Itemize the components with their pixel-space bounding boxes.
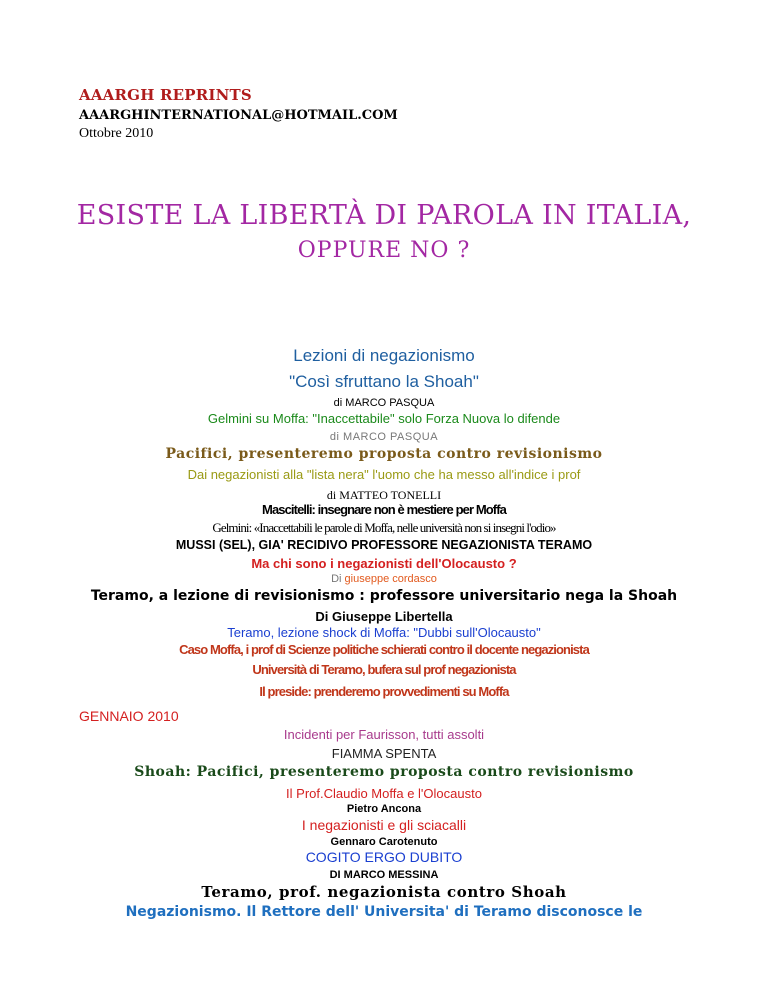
document-subtitle: OPPURE NO ? xyxy=(297,238,471,263)
author-byline: Gennaro Carotenuto xyxy=(330,836,438,848)
article-headline[interactable]: "Così sfruttano la Shoah" xyxy=(289,372,479,391)
document-title: ESISTE LA LIBERTÀ DI PAROLA IN ITALIA, xyxy=(76,200,692,231)
article-headline[interactable]: Teramo, a lezione di revisionismo : professore universitario nega la Shoah xyxy=(90,588,678,604)
article-headline[interactable]: Teramo, lezione shock di Moffa: "Dubbi sull'Olocausto" xyxy=(227,625,541,640)
author-byline: Pietro Ancona xyxy=(346,803,422,815)
byline-prefix: Di xyxy=(331,573,342,585)
article-headline[interactable]: Caso Moffa, i prof di Scienze politiche schierati contro il docente negazionista xyxy=(179,642,589,657)
contact-email[interactable]: AAARGHINTERNATIONAL@HOTMAIL.COM xyxy=(79,108,398,123)
article-headline[interactable]: Università di Teramo, bufera sul prof negazionista xyxy=(252,662,516,677)
article-headline[interactable]: Il preside: prenderemo provvedimenti su Moffa xyxy=(259,684,509,699)
article-headline[interactable]: Shoah: Pacifici, presenteremo proposta contro revisionismo xyxy=(134,764,634,780)
author-byline: di MARCO PASQUA xyxy=(329,431,439,443)
article-headline[interactable]: Il Prof.Claudio Moffa e l'Olocausto xyxy=(286,786,482,801)
article-headline[interactable]: Teramo, prof. negazionista contro Shoah xyxy=(201,883,567,901)
author-byline: di MARCO PASQUA xyxy=(333,397,435,409)
article-headline[interactable]: Gelmini: «Inaccettabili le parole di Moffa, nelle università non si insegni l'odio» xyxy=(212,520,556,535)
article-headline[interactable]: Mascitelli: insegnare non è mestiere per Moffa xyxy=(262,502,506,517)
article-headline[interactable]: Ma chi sono i negazionisti dell'Olocausto ? xyxy=(251,556,517,571)
byline-author: giuseppe cordasco xyxy=(344,573,437,585)
article-headline[interactable]: FIAMMA SPENTA xyxy=(331,746,437,761)
article-headline[interactable]: MUSSI (SEL), GIA' RECIDIVO PROFESSORE NEGAZIONISTA TERAMO xyxy=(175,538,593,552)
author-byline xyxy=(0,573,768,585)
section-date: GENNAIO 2010 xyxy=(79,708,179,724)
article-headline[interactable]: Negazionismo. Il Rettore dell' Universita' di Teramo disconosce le xyxy=(125,904,643,920)
publication-date: Ottobre 2010 xyxy=(79,126,154,141)
article-headline[interactable]: Lezioni di negazionismo xyxy=(293,346,475,365)
article-headline[interactable]: Incidenti per Faurisson, tutti assolti xyxy=(283,727,485,742)
publisher-name: AAARGH REPRINTS xyxy=(79,86,252,104)
article-headline[interactable]: I negazionisti e gli sciacalli xyxy=(301,817,467,833)
article-headline[interactable]: Pacifici, presenteremo proposta contro revisionismo xyxy=(165,446,603,462)
article-headline[interactable]: COGITO ERGO DUBITO xyxy=(305,849,463,865)
article-headline[interactable]: Dai negazionisti alla "lista nera" l'uomo che ha messo all'indice i prof xyxy=(187,467,581,482)
article-headline[interactable]: Gelmini su Moffa: "Inaccettabile" solo Forza Nuova lo difende xyxy=(207,411,561,426)
author-byline: Di Giuseppe Libertella xyxy=(315,609,453,624)
author-byline: DI MARCO MESSINA xyxy=(329,869,439,881)
author-byline: di MATTEO TONELLI xyxy=(326,488,442,502)
